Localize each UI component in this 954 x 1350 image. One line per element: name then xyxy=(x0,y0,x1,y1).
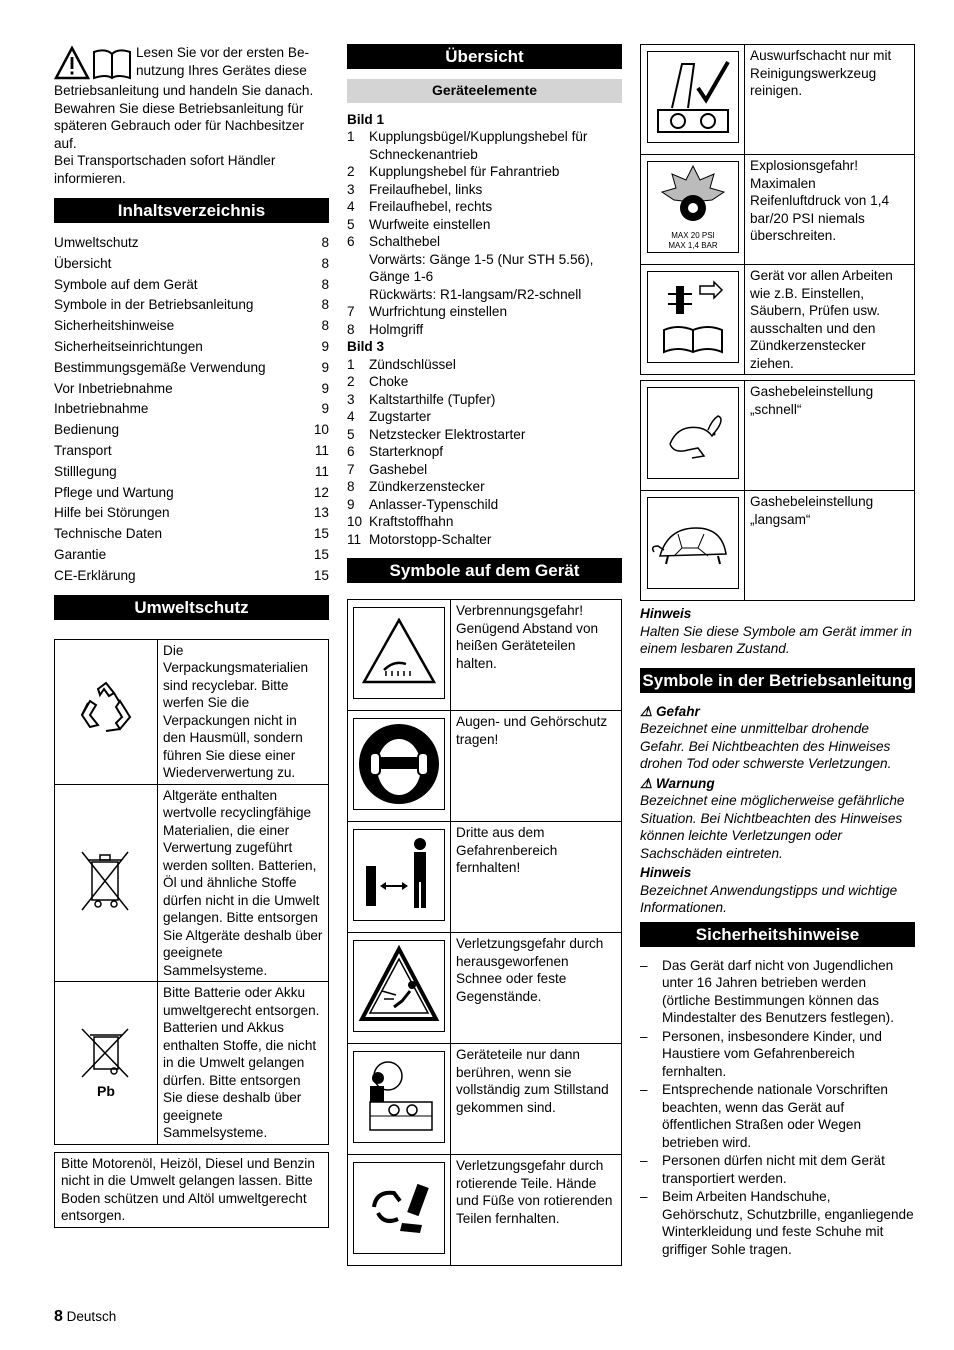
toc-row xyxy=(54,566,329,587)
list-item xyxy=(347,216,622,234)
toc-page: 10 xyxy=(313,422,329,438)
toc-row xyxy=(54,441,329,462)
list-item xyxy=(347,531,622,549)
anleitung-hinweis-text: Bezeichnet Anwendungstipps und wichtige Informationen. xyxy=(640,882,898,915)
toc-row xyxy=(54,233,329,254)
list-item xyxy=(347,408,622,426)
list-item xyxy=(347,198,622,216)
sicherheit-heading: Sicherheitshinweise xyxy=(640,922,915,947)
umwelt-row xyxy=(55,639,329,784)
list-item xyxy=(347,356,622,374)
symbol-text: Augen- und Gehörschutz tragen! xyxy=(451,711,622,822)
uebersicht-heading: Übersicht xyxy=(347,44,622,69)
list-number: 2 xyxy=(347,374,355,389)
list-text: Beim Arbeiten Handschuhe, Gehörschutz, Schutzbrille, enganliegende Winterkleidung und feste Schuhe mit griffiger Sohle tragen. xyxy=(662,1189,914,1257)
list-number: 3 xyxy=(347,181,355,197)
toc-label: Technische Daten xyxy=(54,526,163,542)
list-text: Kaltstarthilfe (Tupfer) xyxy=(369,391,496,407)
list-text: Motorstopp-Schalter xyxy=(369,531,492,547)
toc-row xyxy=(54,399,329,420)
symbol-text: Verbrennungsgefahr! Genügend Abstand von heißen Geräteteilen halten. xyxy=(451,600,622,711)
list-number: 9 xyxy=(347,496,355,512)
toc-label: Bestimmungsgemäße Verwendung xyxy=(54,359,266,375)
schalthebel-vorwaerts: Vorwärts: Gänge 1-5 (Nur STH 5.56), Gänge 1-6 xyxy=(369,251,594,284)
list-text: Choke xyxy=(369,374,409,389)
list-number: 7 xyxy=(347,304,355,319)
toc-label: Garantie xyxy=(54,546,107,562)
list-number: 2 xyxy=(347,164,355,179)
list-item xyxy=(640,1152,915,1187)
gefahr-label xyxy=(640,703,915,721)
bild3-list xyxy=(347,356,622,549)
list-item xyxy=(347,461,622,479)
list-text: Holmgriff xyxy=(369,321,424,337)
warnung-label xyxy=(640,775,915,793)
umwelt-row xyxy=(55,784,329,982)
umwelt-row xyxy=(55,982,329,1145)
list-text: Entsprechende nationale Vorschriften beachten, wenn das Gerät auf öffentlichen Straßen oder Wegen betrieben wird. xyxy=(662,1082,888,1150)
toc-page: 9 xyxy=(321,338,329,354)
toc-page: 8 xyxy=(321,276,329,292)
toc-page: 8 xyxy=(321,297,329,313)
toc-heading: Inhaltsverzeichnis xyxy=(54,198,329,223)
dash-bullet: – xyxy=(640,1189,648,1204)
umwelt-text: Die Verpackungsmaterialien sind recyclebar. Bitte werfen Sie die Verpackungen nicht in den Hausmüll, sondern führen Sie diese einer Wiederverwertung zu. xyxy=(158,639,329,784)
list-item xyxy=(640,1188,915,1258)
toc-row xyxy=(54,503,329,524)
symbol-row xyxy=(641,155,915,265)
toc-label: Symbole in der Betriebsanleitung xyxy=(54,297,254,313)
toc-page: 11 xyxy=(314,442,329,458)
list-text: Das Gerät darf nicht von Jugendlichen unter 16 Jahren betrieben werden (örtliche Bestimmungen können das Mindestalter des Benutzers festlegen). xyxy=(662,957,894,1025)
dash-bullet: – xyxy=(640,1028,648,1044)
toc-page: 13 xyxy=(313,505,329,521)
intro-line2: nutzung Ihres Gerätes diese xyxy=(136,62,307,78)
list-text: Kraftstoffhahn xyxy=(369,514,454,529)
list-text: Personen, insbesondere Kinder, und Haustiere vom Gefahrenbereich fernhalten. xyxy=(662,1028,882,1079)
toc-row xyxy=(54,295,329,316)
list-item xyxy=(347,233,622,251)
toc-page: 12 xyxy=(313,484,329,500)
list-item xyxy=(347,496,622,514)
warning-triangle-icon: ⚠ xyxy=(640,775,653,791)
toc-row xyxy=(54,316,329,337)
list-text: Kupplungsbügel/Kupplungshebel für Schneckenantrieb xyxy=(369,129,588,162)
list-text: Zündkerzenstecker xyxy=(369,479,485,494)
toc-label: Transport xyxy=(54,442,112,458)
warnung-label-text: Warnung xyxy=(655,775,715,791)
list-number: 8 xyxy=(347,321,355,337)
toc-page: 9 xyxy=(321,401,329,417)
umwelt-text: Bitte Batterie oder Akku umweltgerecht entsorgen. Batterien und Akkus enthalten Stoffe, die nicht in die Umwelt gelangen dürfen. Bitte entsorgen Sie diese deshalb über geeignete Sammelsysteme. xyxy=(158,982,329,1145)
symbol-row xyxy=(641,265,915,375)
list-number: 8 xyxy=(347,479,355,494)
list-text: Netzstecker Elektrostarter xyxy=(369,426,526,442)
list-text: Starterknopf xyxy=(369,444,444,459)
anleitung-hinweis-label: Hinweis xyxy=(640,865,692,880)
list-number: 1 xyxy=(347,129,355,144)
turtle-icon xyxy=(647,497,739,589)
toc-label: CE-Erklärung xyxy=(54,567,136,583)
warning-read-manual-icon xyxy=(54,46,132,82)
intro-transport: Bei Transportschaden sofort Händler informieren. xyxy=(54,153,276,186)
column-middle xyxy=(347,44,622,1266)
list-text: Gashebel xyxy=(369,461,428,477)
crossed-bin-icon xyxy=(78,846,134,916)
toc-list xyxy=(54,233,329,587)
list-item xyxy=(347,426,622,444)
toc-label: Sicherheitseinrichtungen xyxy=(54,338,203,354)
list-item xyxy=(347,391,622,409)
list-text: Freilaufhebel, rechts xyxy=(369,199,493,214)
symbol-text: Geräteteile nur dann berühren, wenn sie vollständig zum Stillstand gekommen sind. xyxy=(451,1044,622,1155)
list-number: 6 xyxy=(347,234,355,249)
intro-note xyxy=(54,44,329,187)
list-number: 10 xyxy=(347,514,363,529)
symbol-text: Dritte aus dem Gefahrenbereich fernhalten! xyxy=(451,822,622,933)
list-text: Zündschlüssel xyxy=(369,356,456,372)
toc-label: Stilllegung xyxy=(54,463,117,479)
dash-bullet: – xyxy=(640,1153,648,1168)
oil-note: Bitte Motorenöl, Heizöl, Diesel und Benzin nicht in die Umwelt gelangen lassen. Bitte Boden schützen und Altöl umweltgerecht entsorgen. xyxy=(54,1152,329,1228)
toc-row xyxy=(54,462,329,483)
page-number: 8 xyxy=(54,1308,63,1325)
sicherheit-list xyxy=(640,957,915,1259)
list-item xyxy=(347,443,622,461)
symbol-row xyxy=(641,381,915,491)
intro-line1: Lesen Sie vor der ersten Be- xyxy=(136,45,310,60)
keep-distance-icon xyxy=(353,829,445,921)
list-number: 3 xyxy=(347,391,355,407)
battery-bin-icon xyxy=(78,1027,134,1079)
dash-bullet: – xyxy=(640,1082,648,1097)
symbol-text: Verletzungsgefahr durch rotierende Teile. Hände und Füße von rotierenden Teilen fernhalten. xyxy=(451,1155,622,1266)
pb-label: Pb xyxy=(97,1083,115,1100)
bild1-list xyxy=(347,128,622,251)
column-right xyxy=(640,44,915,1259)
list-item xyxy=(347,163,622,181)
toc-page: 15 xyxy=(313,526,329,542)
list-text: Kupplungshebel für Fahrantrieb xyxy=(369,164,560,179)
thrown-objects-icon xyxy=(353,940,445,1032)
list-item xyxy=(347,321,622,339)
toc-label: Sicherheitshinweise xyxy=(54,318,175,334)
page-footer xyxy=(54,1308,116,1326)
spark-plug-manual-icon xyxy=(647,271,739,363)
column-left xyxy=(54,44,329,1228)
list-text: Schalthebel xyxy=(369,234,441,249)
toc-row xyxy=(54,379,329,400)
toc-row xyxy=(54,254,329,275)
toc-page: 15 xyxy=(313,546,329,562)
symbol-row xyxy=(348,933,622,1044)
symbol-text: Verletzungsgefahr durch herausgeworfenen Schnee oder feste Gegenstände. xyxy=(451,933,622,1044)
recycling-icon xyxy=(76,679,136,739)
tire-pressure-icon xyxy=(647,161,739,253)
list-item xyxy=(640,1081,915,1151)
toc-page: 11 xyxy=(314,463,329,479)
toc-row xyxy=(54,483,329,504)
symbole-geraet-table xyxy=(347,599,622,1266)
toc-page: 8 xyxy=(321,235,329,250)
footer-language: Deutsch xyxy=(66,1309,117,1324)
symbol-text: Auswurfschacht nur mit Reinigungswerkzeug reinigen. xyxy=(745,45,915,155)
list-number: 4 xyxy=(347,409,355,424)
list-number: 5 xyxy=(347,216,355,232)
list-number: 4 xyxy=(347,199,355,214)
geraeteelemente-heading: Geräteelemente xyxy=(347,79,622,103)
list-item xyxy=(347,478,622,496)
list-text: Wurfweite einstellen xyxy=(369,216,491,232)
list-number: 7 xyxy=(347,461,355,477)
umwelt-table xyxy=(54,639,329,1145)
schalthebel-rueckwaerts: Rückwärts: R1-langsam/R2-schnell xyxy=(369,286,582,302)
list-text: Personen dürfen nicht mit dem Gerät transportiert werden. xyxy=(662,1153,885,1186)
umwelt-heading: Umweltschutz xyxy=(54,595,329,620)
symbol-text: Explosionsgefahr! Maximalen Reifenluftdruck von 1,4 bar/20 PSI niemals überschreiten. xyxy=(745,155,915,265)
list-number: 1 xyxy=(347,356,355,372)
warning-triangle-icon: ⚠ xyxy=(640,703,653,719)
symbol-row xyxy=(348,600,622,711)
toc-row xyxy=(54,358,329,379)
symbol-row xyxy=(641,491,915,601)
warnung-text: Bezeichnet eine möglicherweise gefährliche Situation. Bei Nichtbeachten des Hinweises können leichte Verletzungen oder Sachschäden eintreten. xyxy=(640,793,905,861)
list-number: 5 xyxy=(347,426,355,442)
list-item xyxy=(640,1028,915,1081)
hare-icon xyxy=(647,387,739,479)
gefahr-text: Bezeichnet eine unmittelbar drohende Gefahr. Bei Nichtbeachten des Hinweises drohen Tod oder schwerste Verletzungen. xyxy=(640,721,892,771)
toc-page: 15 xyxy=(313,567,329,583)
list-item xyxy=(347,181,622,199)
toc-label: Bedienung xyxy=(54,422,120,438)
wait-standstill-icon xyxy=(353,1051,445,1143)
toc-label: Übersicht xyxy=(54,255,112,271)
toc-row xyxy=(54,524,329,545)
toc-label: Inbetriebnahme xyxy=(54,401,149,417)
symbole-geraet-heading: Symbole auf dem Gerät xyxy=(347,558,622,583)
hinweis-text: Halten Sie diese Symbole am Gerät immer in einem lesbaren Zustand. xyxy=(640,623,912,656)
eye-ear-protection-icon xyxy=(353,718,445,810)
symbol-text: Gerät vor allen Arbeiten wie z.B. Einstellen, Säubern, Prüfen usw. ausschalten und den Zündkerzenstecker ziehen. xyxy=(745,265,915,375)
toc-row xyxy=(54,420,329,441)
symbol-text: Gashebeleinstellung „schnell“ xyxy=(745,381,915,491)
symbol-row xyxy=(348,822,622,933)
list-text: Zugstarter xyxy=(369,409,431,424)
toc-page: 8 xyxy=(321,255,329,271)
symbol-row xyxy=(641,45,915,155)
toc-row xyxy=(54,337,329,358)
list-text: Anlasser-Typenschild xyxy=(369,496,499,512)
dash-bullet: – xyxy=(640,957,648,973)
gefahr-label-text: Gefahr xyxy=(655,703,700,719)
max-psi-label: MAX 20 PSI xyxy=(670,231,715,241)
list-item xyxy=(347,373,622,391)
toc-page: 9 xyxy=(321,380,329,396)
max-bar-label: MAX 1,4 BAR xyxy=(667,241,718,251)
toc-page: 9 xyxy=(321,359,329,375)
list-text: Wurfrichtung einstellen xyxy=(369,304,508,319)
toc-label: Hilfe bei Störungen xyxy=(54,505,170,521)
hinweis-label: Hinweis xyxy=(640,606,692,621)
list-number: 11 xyxy=(347,531,362,547)
toc-label: Vor Inbetriebnahme xyxy=(54,380,173,396)
symbol-text: Gashebeleinstellung „langsam“ xyxy=(745,491,915,601)
bild1-label: Bild 1 xyxy=(347,111,385,127)
bild1-list-b xyxy=(347,303,622,338)
list-item xyxy=(347,513,622,531)
list-item xyxy=(347,128,622,163)
list-text: Freilaufhebel, links xyxy=(369,181,483,197)
toc-label: Pflege und Wartung xyxy=(54,484,174,500)
list-item xyxy=(640,957,915,1027)
list-number: 6 xyxy=(347,444,355,459)
rotating-parts-icon xyxy=(353,1162,445,1254)
toc-row xyxy=(54,545,329,566)
list-item xyxy=(347,303,622,321)
umwelt-text: Altgeräte enthalten wertvolle recyclingfähige Materialien, die einer Verwertung zugeführt werden sollten. Batterien, Öl und ähnliche Stoffe dürfen nicht in die Umwelt gelangen. Bitte entsorgen Sie Altgeräte deshalb über geeignete Sammelsysteme. xyxy=(158,784,329,982)
symbol-row xyxy=(348,1155,622,1266)
symbol-row xyxy=(348,711,622,822)
toc-row xyxy=(54,275,329,296)
bild3-label: Bild 3 xyxy=(347,339,385,354)
toc-page: 8 xyxy=(321,318,329,334)
symbol-row xyxy=(348,1044,622,1155)
gashebel-table xyxy=(640,380,915,601)
symbole-geraet-table-2 xyxy=(640,44,915,375)
chute-tool-icon xyxy=(647,51,739,143)
toc-label: Umweltschutz xyxy=(54,235,139,250)
toc-label: Symbole auf dem Gerät xyxy=(54,276,198,292)
symbole-anleitung-heading: Symbole in der Betriebsanleitung xyxy=(640,668,915,693)
hot-surface-icon xyxy=(353,607,445,699)
intro-line3: Betriebsanleitung und handeln Sie danach. Bewahren Sie diese Betriebsanleitung für späteren Gebrauch oder für Nachbesitzer auf. xyxy=(54,83,314,151)
